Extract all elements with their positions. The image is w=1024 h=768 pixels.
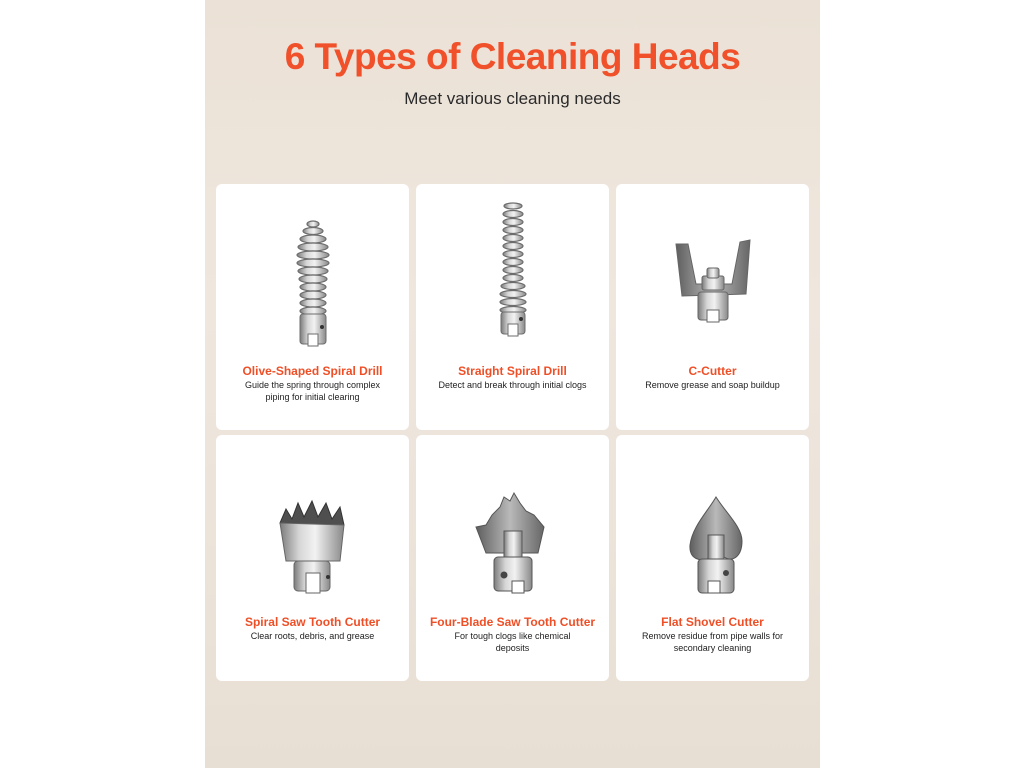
card-title: Straight Spiral Drill	[458, 364, 567, 378]
page-subtitle: Meet various cleaning needs	[404, 89, 621, 108]
straight-spiral-drill-icon	[416, 184, 609, 359]
card-title: Four-Blade Saw Tooth Cutter	[429, 615, 596, 629]
product-panel	[205, 0, 820, 768]
card-description: For tough clogs like chemical deposits	[454, 631, 571, 653]
card-title: Flat Shovel Cutter	[661, 615, 764, 629]
card-description: Remove grease and soap buildup	[645, 380, 780, 390]
flat-shovel-cutter-icon	[616, 435, 809, 610]
card-spiral-saw-tooth-cutter	[216, 435, 409, 681]
card-description: Remove residue from pipe walls for secondary cleaning	[641, 631, 784, 653]
page-title: 6 Types of Cleaning Heads	[284, 36, 741, 77]
card-description: Clear roots, debris, and grease	[250, 631, 375, 641]
card-description: Detect and break through initial clogs	[438, 380, 587, 390]
card-four-blade-saw-tooth-cutter	[416, 435, 609, 681]
saw-tooth-cutter-icon	[216, 435, 409, 610]
c-cutter-icon	[616, 184, 809, 359]
card-olive-shaped-spiral-drill	[216, 184, 409, 430]
card-title: Olive-Shaped Spiral Drill	[242, 364, 383, 378]
card-title: Spiral Saw Tooth Cutter	[244, 615, 381, 629]
card-title: C-Cutter	[688, 364, 737, 378]
four-blade-cutter-icon	[416, 435, 609, 610]
card-straight-spiral-drill	[416, 184, 609, 430]
card-flat-shovel-cutter	[616, 435, 809, 681]
card-description: Guide the spring through complex piping for initial clearing	[244, 380, 381, 402]
card-c-cutter	[616, 184, 809, 430]
olive-spiral-drill-icon	[216, 184, 409, 359]
